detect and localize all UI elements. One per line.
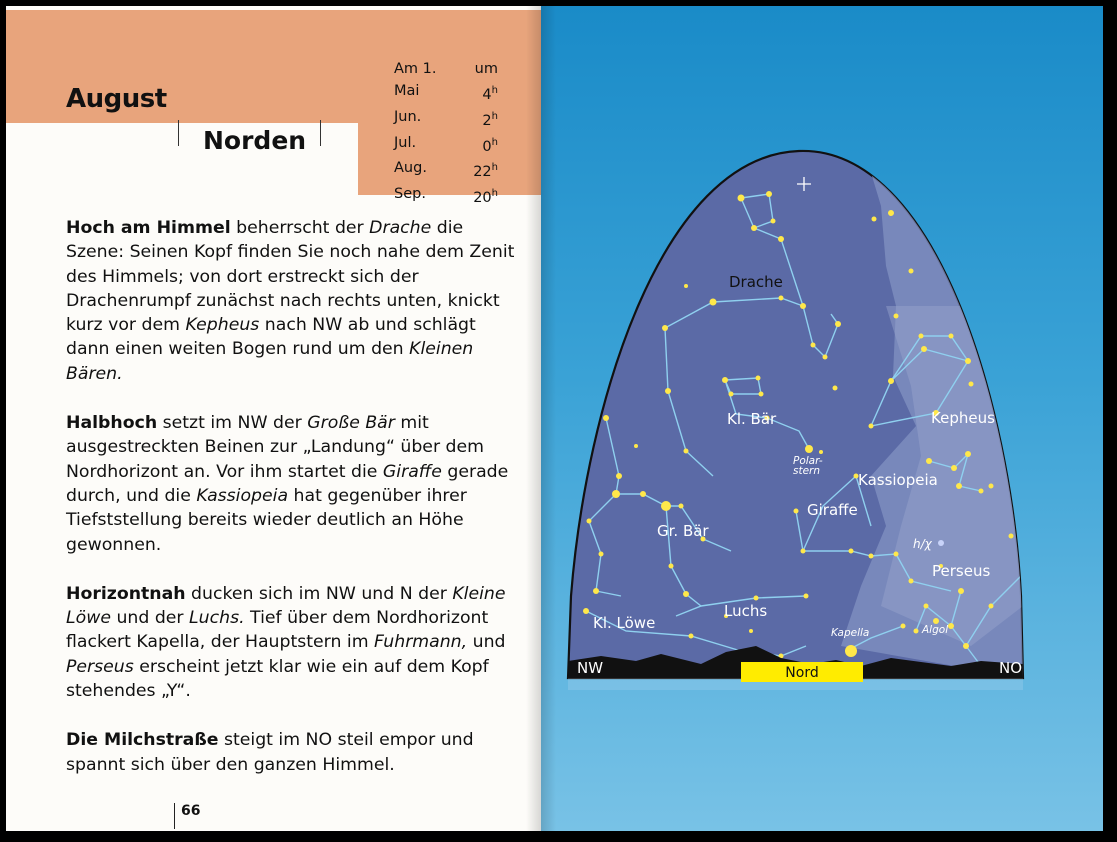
star — [771, 219, 776, 224]
star-chart — [541, 6, 1103, 831]
text-run: Kepheus — [185, 315, 260, 336]
label-kapella: Kapella — [831, 627, 870, 639]
time-table — [394, 58, 498, 209]
time-table-month: Jul. — [394, 134, 417, 151]
text-run: die Szene: Seinen Kopf finden Sie noch nahe dem Zenit des Himmels; von dort erstreckt sich der Drachenrumpf zunächst nach rechts unten, knickt kurz vor dem — [66, 218, 515, 336]
star — [751, 225, 757, 231]
star — [989, 604, 994, 609]
star — [729, 392, 734, 397]
star — [926, 458, 932, 464]
text-run: Die Milchstraße — [66, 730, 219, 751]
star — [1009, 534, 1014, 539]
hour-unit: h — [491, 188, 498, 200]
star — [616, 473, 622, 479]
text-run: Kleinen Bären. — [66, 339, 474, 384]
label-giraffe: Giraffe — [807, 501, 858, 519]
star — [833, 386, 838, 391]
star — [612, 490, 620, 498]
text-run: Hoch am Himmel — [66, 218, 231, 238]
paragraph-halbhoch — [66, 411, 524, 557]
text-run: Kassiopeia — [196, 485, 289, 506]
hour-unit: h — [491, 136, 498, 148]
horizon-label-no: NO — [999, 659, 1023, 677]
star — [710, 299, 717, 306]
paragraph-horizontnah — [66, 582, 524, 703]
star — [894, 552, 899, 557]
title-tick-left — [178, 120, 179, 146]
star — [669, 564, 674, 569]
text-run: Halbhoch — [66, 413, 158, 434]
hour-unit: h — [491, 85, 498, 96]
time-table-header-date: Am 1. — [394, 61, 437, 77]
star — [924, 604, 929, 609]
paragraph-hoch-am-himmel — [66, 216, 524, 386]
label-algol: Algol — [922, 624, 949, 636]
star — [901, 624, 906, 629]
star — [683, 591, 689, 597]
star — [684, 284, 688, 288]
star — [921, 346, 927, 352]
label-kassiopeia: Kassiopeia — [858, 471, 938, 489]
book-spread — [6, 6, 1103, 831]
time-table-row — [394, 132, 498, 158]
text-run: Luchs. — [189, 608, 245, 629]
star — [823, 355, 828, 360]
paragraph-milchstrasse — [66, 728, 524, 777]
star — [989, 484, 994, 489]
label-luchs: Luchs — [724, 602, 768, 620]
label-perseus: Perseus — [932, 562, 991, 580]
label-kl-baer: Kl. Bär — [727, 410, 777, 428]
text-run: und — [467, 632, 506, 653]
star — [800, 303, 806, 309]
label-hx: h/χ — [913, 537, 932, 551]
text-run: Tief über dem Nordhorizont flackert Kapella, der Hauptstern im — [66, 608, 489, 653]
star — [662, 325, 668, 331]
direction-title: Norden — [203, 126, 307, 155]
star — [958, 588, 964, 594]
text-run: Kleine Löwe — [66, 583, 506, 629]
horizon-label-nw: NW — [577, 659, 604, 677]
star — [587, 519, 592, 524]
horizon-label-nord: Nord — [785, 665, 819, 681]
text-run: Perseus — [66, 656, 134, 677]
text-run: ducken sich im NW und N der — [185, 583, 453, 604]
text-run: erscheint jetzt klar wie ein auf dem Kopf stehendes „Y“. — [66, 656, 489, 702]
star — [679, 504, 684, 509]
star — [738, 195, 745, 202]
star — [919, 334, 924, 339]
label-drache: Drache — [729, 273, 783, 291]
star — [661, 501, 671, 511]
text-run: und der — [110, 608, 190, 629]
star — [603, 415, 609, 421]
time-table-hour: 0$^h$ — [482, 136, 498, 155]
star — [948, 623, 954, 629]
star — [956, 483, 962, 489]
text-run: nach NW ab und schlägt dann einen weiten Bogen rund um den — [66, 315, 476, 360]
star — [909, 269, 914, 274]
text-run: hat gegenüber ihrer Tiefststellung bereits wieder deutlich an Höhe gewonnen. — [66, 485, 467, 555]
star — [951, 465, 957, 471]
star — [979, 489, 984, 494]
star — [965, 451, 971, 457]
title-tick-right — [320, 120, 321, 146]
star — [722, 377, 728, 383]
time-table-hour: 4$^h$ — [482, 85, 498, 103]
star-hx-cluster — [938, 540, 944, 546]
star — [872, 217, 877, 222]
time-table-month: Mai — [394, 83, 420, 99]
left-page — [6, 6, 541, 831]
star — [888, 210, 894, 216]
text-run: setzt im NW der — [157, 413, 308, 434]
star — [869, 424, 874, 429]
body-text — [66, 216, 524, 802]
right-page — [541, 6, 1103, 831]
star-kapella — [845, 645, 857, 657]
star — [778, 236, 784, 242]
star — [849, 549, 854, 554]
star — [819, 450, 823, 454]
star — [684, 449, 689, 454]
time-table-hour: 22$^h$ — [473, 162, 498, 181]
text-run: gerade durch, und die — [66, 461, 509, 506]
label-kepheus: Kepheus — [931, 409, 995, 427]
star — [805, 445, 813, 453]
star — [965, 358, 971, 364]
star — [999, 424, 1003, 428]
star — [869, 554, 874, 559]
time-table-row — [394, 106, 498, 132]
time-table-header — [394, 58, 498, 80]
star — [689, 634, 694, 639]
star — [756, 376, 761, 381]
text-run: mit ausgestreckten Beinen zur „Landung“ über dem Nordhorizont an. Vor ihm startet die — [66, 413, 484, 482]
star — [665, 388, 671, 394]
star — [909, 579, 914, 584]
text-run: Große Bär — [307, 413, 395, 434]
time-table-header-time: um — [474, 61, 498, 77]
star — [759, 392, 764, 397]
time-table-month: Jun. — [394, 108, 422, 125]
star — [794, 509, 799, 514]
time-table-month: Sep. — [394, 186, 426, 203]
month-title: August — [66, 84, 167, 114]
hour-unit: h — [491, 162, 498, 174]
star — [766, 191, 772, 197]
time-table-hour: 20$^h$ — [473, 188, 498, 207]
label-gr-baer: Gr. Bär — [657, 522, 709, 540]
star — [894, 314, 899, 319]
time-table-row — [394, 157, 498, 183]
label-polarstern-line2: stern — [793, 465, 821, 477]
text-run: Giraffe — [382, 461, 442, 482]
star — [914, 629, 919, 634]
time-table-month: Aug. — [394, 160, 427, 177]
star — [593, 588, 599, 594]
star — [640, 491, 646, 497]
star — [963, 643, 969, 649]
hour-unit: h — [491, 110, 498, 122]
time-table-row — [394, 183, 498, 209]
page-number: 66 — [174, 803, 200, 829]
text-run: steigt im NO steil empor und spannt sich über den ganzen Himmel. — [66, 730, 474, 775]
star — [835, 321, 841, 327]
text-run: Fuhrmann, — [374, 632, 468, 653]
star — [801, 549, 806, 554]
book-gutter-shadow — [526, 6, 556, 831]
star — [949, 334, 954, 339]
star — [634, 444, 638, 448]
star — [779, 296, 784, 301]
label-kl-loewe: Kl. Löwe — [593, 614, 656, 632]
star — [754, 596, 759, 601]
time-table-row — [394, 80, 498, 106]
text-run: beherrscht der — [230, 218, 370, 238]
time-table-hour: 2$^h$ — [482, 110, 498, 129]
star — [811, 343, 816, 348]
text-run: Horizontnah — [66, 583, 186, 604]
star — [599, 552, 604, 557]
star — [583, 608, 589, 614]
label-polarstern-line1: Polar- — [793, 455, 823, 467]
text-run: Drache — [369, 218, 432, 238]
star — [969, 382, 974, 387]
star — [888, 378, 894, 384]
star — [749, 629, 753, 633]
star — [804, 594, 809, 599]
